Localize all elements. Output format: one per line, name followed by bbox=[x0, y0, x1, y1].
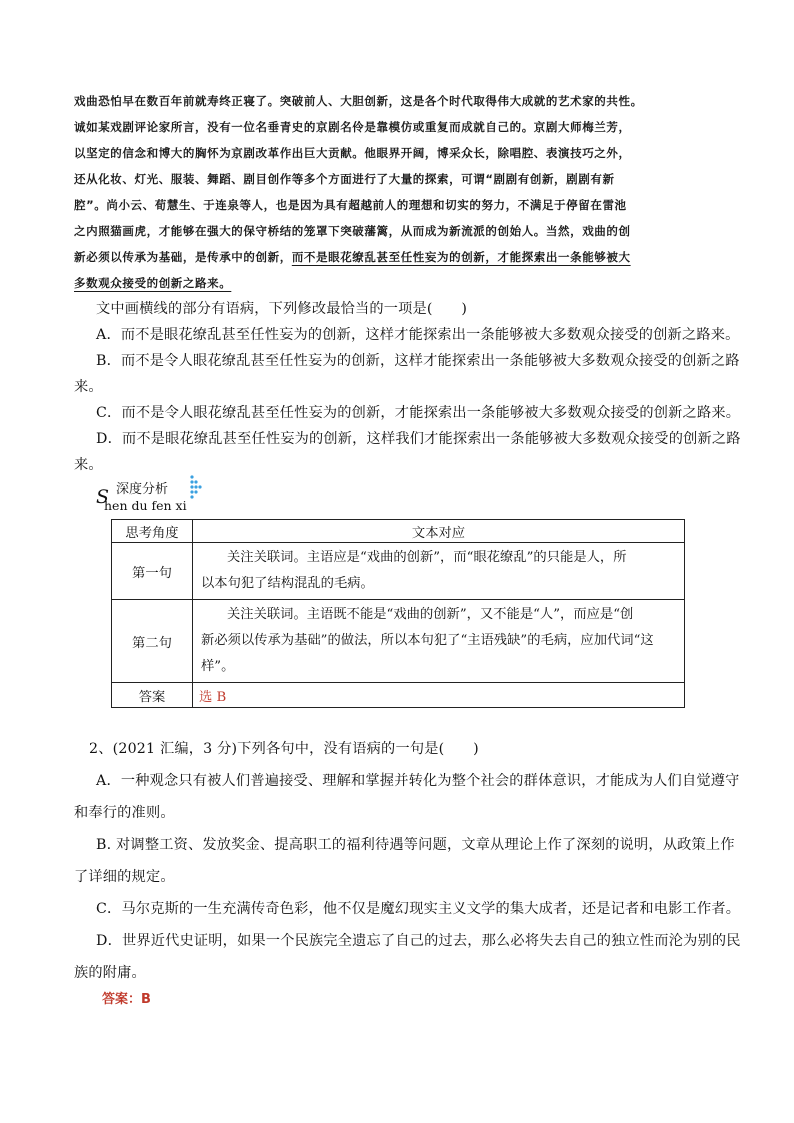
question-2-answer: 答案：B bbox=[102, 992, 151, 1007]
question-1 bbox=[74, 296, 741, 478]
row-line: 新必须以传承为基础”的做法，所以本句犯了“主语残缺”的毛病，应加代词“这 bbox=[201, 633, 654, 648]
row-line: 以本句犯了结构混乱的毛病。 bbox=[201, 576, 374, 591]
answer-label: 答案 bbox=[112, 683, 193, 708]
passage-line: 诚如某戏剧评论家所言，没有一位名垂青史的京剧名伶是靠模仿或重复而成就自己的。京剧大师梅兰芳， bbox=[74, 120, 631, 134]
option-d: D．世界近代史证明，如果一个民族完全遗忘了自己的过去，那么必将失去自己的独立性而沦为别的民 bbox=[96, 933, 741, 949]
passage-line: 戏曲恐怕早在数百年前就寿终正寝了。突破前人、大胆创新，这是各个时代取得伟大成就的艺术家的共性。 bbox=[74, 94, 643, 108]
option-d: D．而不是眼花缭乱甚至任性妄为的创新，这样我们才能探索出一条能够被大多数观众接受的创新之路 bbox=[96, 431, 741, 447]
table-header-row bbox=[112, 520, 685, 543]
passage-line: 腔”。尚小云、荀慧生、于连泉等人，也是因为具有超越前人的理想和切实的努力，不满足于停留在雷池 bbox=[74, 198, 627, 212]
question-stem: 文中画横线的部分有语病，下列修改最恰当的一项是( ) bbox=[96, 301, 468, 317]
analysis-table bbox=[111, 519, 685, 708]
option-d-continued: 来。 bbox=[74, 457, 103, 473]
passage-line: 以坚定的信念和博大的胸怀为京剧改革作出巨大贡献。他眼界开阔，博采众长，除唱腔、表演技巧之外， bbox=[74, 146, 631, 160]
option-a-continued: 和奉行的准则。 bbox=[74, 805, 175, 821]
heading-title: 深度分析 bbox=[116, 482, 169, 497]
deep-analysis-heading bbox=[96, 474, 296, 514]
chevron-arrow-icon bbox=[190, 475, 206, 505]
passage-text: 新必须以传承为基础，是传承中的创新， bbox=[74, 250, 292, 264]
table-row bbox=[112, 600, 685, 683]
row-label: 第一句 bbox=[112, 543, 193, 600]
row-line: 关注关联词。主语应是“戏曲的创新”，而“眼花缭乱”的只能是人，所 bbox=[227, 550, 627, 565]
underlined-sentence: 而不是眼花缭乱甚至任性妄为的创新，才能探索出一条能够被大 bbox=[291, 250, 631, 264]
option-c: C．马尔克斯的一生充满传奇色彩，他不仅是魔幻现实主义文学的集大成者，还是记者和电影工作者。 bbox=[96, 901, 741, 917]
option-a: A．一种观念只有被人们普遍接受、理解和掌握并转化为整个社会的群体意识，才能成为人们自觉遵守 bbox=[96, 773, 740, 789]
table-answer-row bbox=[112, 683, 685, 708]
passage-line: 之内照猫画虎，才能够在强大的保守桥结的笼罩下突破藩篱，从而成为新流派的创始人。当然，戏曲的创 bbox=[74, 224, 631, 238]
option-b: B. 对调整工资、发放奖金、提高职工的福利待遇等问题，文章从理论上作了深刻的说明，从政策上作 bbox=[96, 837, 735, 853]
table-header-cell: 文本对应 bbox=[193, 520, 685, 543]
heading-initial: S bbox=[96, 486, 110, 508]
underlined-sentence: 多数观众接受的创新之路来。 bbox=[74, 276, 232, 290]
question-2 bbox=[74, 736, 741, 986]
option-b-continued: 了详细的规定。 bbox=[74, 869, 175, 885]
table-header-cell: 思考角度 bbox=[112, 520, 193, 543]
passage-line bbox=[74, 270, 724, 296]
passage-line: 还从化妆、灯光、服装、舞蹈、剧目创作等多个方面进行了大量的探索，可谓“剧剧有创新，剧剧有新 bbox=[74, 172, 615, 186]
answer-value: 选 B bbox=[193, 683, 685, 708]
option-c: C．而不是令人眼花缭乱甚至任性妄为的创新，才能探索出一条能够被大多数观众接受的创新之路来。 bbox=[96, 405, 741, 421]
question-stem: 2、(2021 汇编，3 分)下列各句中，没有语病的一句是( ) bbox=[89, 741, 479, 757]
row-line: 关注关联词。主语既不能是“戏曲的创新”，又不能是“人”，而应是“创 bbox=[227, 607, 634, 622]
row-text bbox=[193, 600, 685, 683]
reading-passage bbox=[74, 88, 724, 296]
row-line: 样”。 bbox=[201, 659, 235, 674]
option-d-continued: 族的附庸。 bbox=[74, 965, 146, 981]
row-text bbox=[193, 543, 685, 600]
option-b-continued: 来。 bbox=[74, 379, 103, 395]
passage-line bbox=[74, 244, 724, 270]
option-b: B．而不是令人眼花缭乱甚至任性妄为的创新，这样才能探索出一条能够被大多数观众接受的创新之路 bbox=[96, 353, 740, 369]
table-row bbox=[112, 543, 685, 600]
option-a: A．而不是眼花缭乱甚至任性妄为的创新，这样才能探索出一条能够被大多数观众接受的创新之路来。 bbox=[96, 327, 740, 343]
row-label: 第二句 bbox=[112, 600, 193, 683]
heading-pinyin: hen du fen xi bbox=[104, 498, 187, 513]
